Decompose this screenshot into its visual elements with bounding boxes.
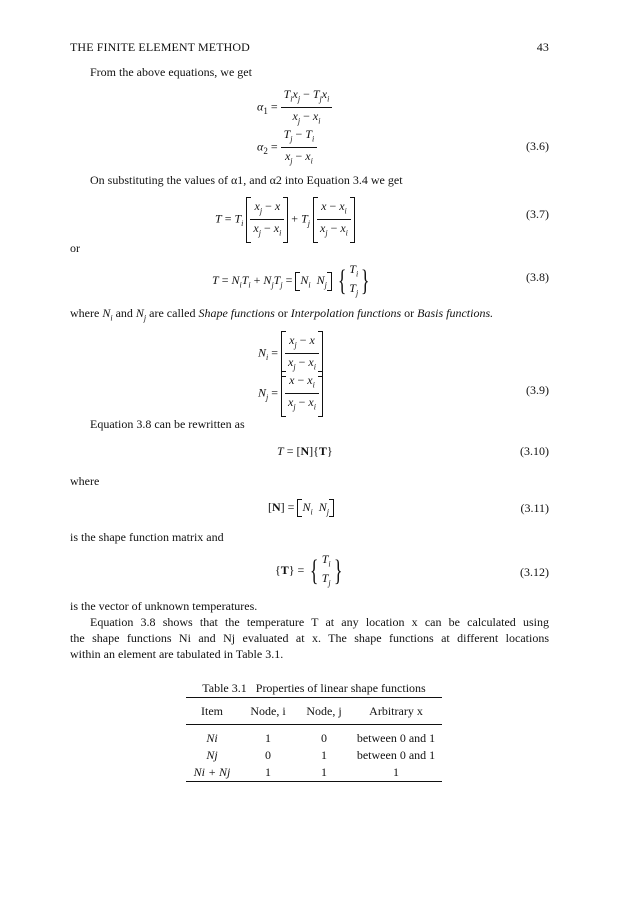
equation-nj: $N_j$ = $\frac{x - x_i}{x_j - x_i}$ bbox=[258, 372, 323, 416]
table-header bbox=[186, 703, 442, 720]
table-caption: Table 3.1 Properties of linear shape functions bbox=[202, 681, 426, 695]
table-cell: 1 bbox=[265, 765, 271, 779]
table-cell: 1 bbox=[265, 731, 271, 745]
running-title: THE FINITE ELEMENT METHOD bbox=[70, 40, 250, 54]
equation-number-3-6: (3.6) bbox=[526, 139, 549, 153]
table-header-item: Item bbox=[201, 704, 223, 718]
table-cell: 1 bbox=[393, 765, 399, 779]
table-row bbox=[186, 747, 442, 764]
equation-number-3-9: (3.9) bbox=[526, 383, 549, 397]
table-cell: between 0 and 1 bbox=[356, 731, 436, 745]
table-header-node-j: Node, j bbox=[306, 704, 342, 718]
table-row bbox=[186, 730, 442, 747]
word-or: or bbox=[70, 241, 80, 255]
paragraph-final-line-3: within an element are tabulated in Table 3.1. bbox=[70, 647, 284, 661]
table-cell: between 0 and 1 bbox=[356, 748, 436, 762]
equation-number-3-10: (3.10) bbox=[520, 444, 549, 458]
equation-number-3-11: (3.11) bbox=[520, 501, 549, 515]
table-header-node-i: Node, i bbox=[250, 704, 286, 718]
equation-3-8: $T = N_iT_i + N_jT_j = N_i$ $N_j$ { $T_i$ $T_j$} bbox=[212, 262, 370, 298]
table-cell: 0 bbox=[265, 748, 271, 762]
table-cell: Nj bbox=[206, 748, 218, 762]
table-row bbox=[186, 764, 442, 781]
table-bottom-rule bbox=[186, 781, 442, 782]
word-where: where bbox=[70, 474, 100, 488]
table-cell: 1 bbox=[321, 748, 327, 762]
table-header-rule bbox=[186, 724, 442, 725]
paragraph-substituting: On substituting the values of α1, and α2 into Equation 3.4 we get bbox=[90, 173, 403, 187]
equation-3-12: {T} = { $T_i$ $T_j$} bbox=[275, 552, 343, 588]
paragraph-final-line-2: the shape functions Ni and Nj evaluated at x. The shape functions at different locations bbox=[70, 631, 549, 645]
paragraph-from: From the above equations, we get bbox=[90, 65, 252, 79]
equation-number-3-7: (3.7) bbox=[526, 207, 549, 221]
table-cell: 0 bbox=[321, 731, 327, 745]
equation-alpha2: $\alpha_2$ = $\frac{T_j - T_i}{x_j - x_i}$ bbox=[257, 126, 317, 170]
table-header-arbitrary: Arbitrary x bbox=[369, 704, 423, 718]
table-cell: Ni + Nj bbox=[193, 765, 231, 779]
table-cell: Ni bbox=[206, 731, 218, 745]
paragraph-vector: is the vector of unknown temperatures. bbox=[70, 599, 258, 613]
paragraph-final-line-1: Equation 3.8 shows that the temperature T at any location x can be calculated using bbox=[90, 615, 549, 629]
table-cell: 1 bbox=[321, 765, 327, 779]
equation-number-3-8: (3.8) bbox=[526, 270, 549, 284]
table-body bbox=[186, 730, 442, 781]
equation-3-10: T = [N]{T} bbox=[277, 444, 333, 458]
paragraph-shape-matrix: is the shape function matrix and bbox=[70, 530, 224, 544]
equation-alpha1: $\alpha_1$ = $\frac{T_ix_j - T_jx_i}{x_j - x_i}$ bbox=[257, 86, 332, 130]
equation-3-11: $[N] = N_i$ $N_j$ bbox=[268, 500, 334, 516]
equation-3-7: $T = T_i$ $\frac{x_j - x}{x_j - x_i}$ + $T_j$ $\frac{x - x_i}{x_j - x_i}$ bbox=[215, 198, 355, 242]
paragraph-rewritten: Equation 3.8 can be rewritten as bbox=[90, 417, 245, 431]
page-number: 43 bbox=[536, 40, 549, 54]
equation-number-3-12: (3.12) bbox=[520, 565, 549, 579]
equation-ni: $N_i$ = $\frac{x_j - x}{x_j - x_i}$ bbox=[258, 332, 323, 376]
paragraph-shape-functions: where $N_i$ and $N_j$ are called Shape functions or Interpolation functions or Basis functions. bbox=[70, 306, 494, 323]
table-top-rule bbox=[186, 697, 442, 698]
